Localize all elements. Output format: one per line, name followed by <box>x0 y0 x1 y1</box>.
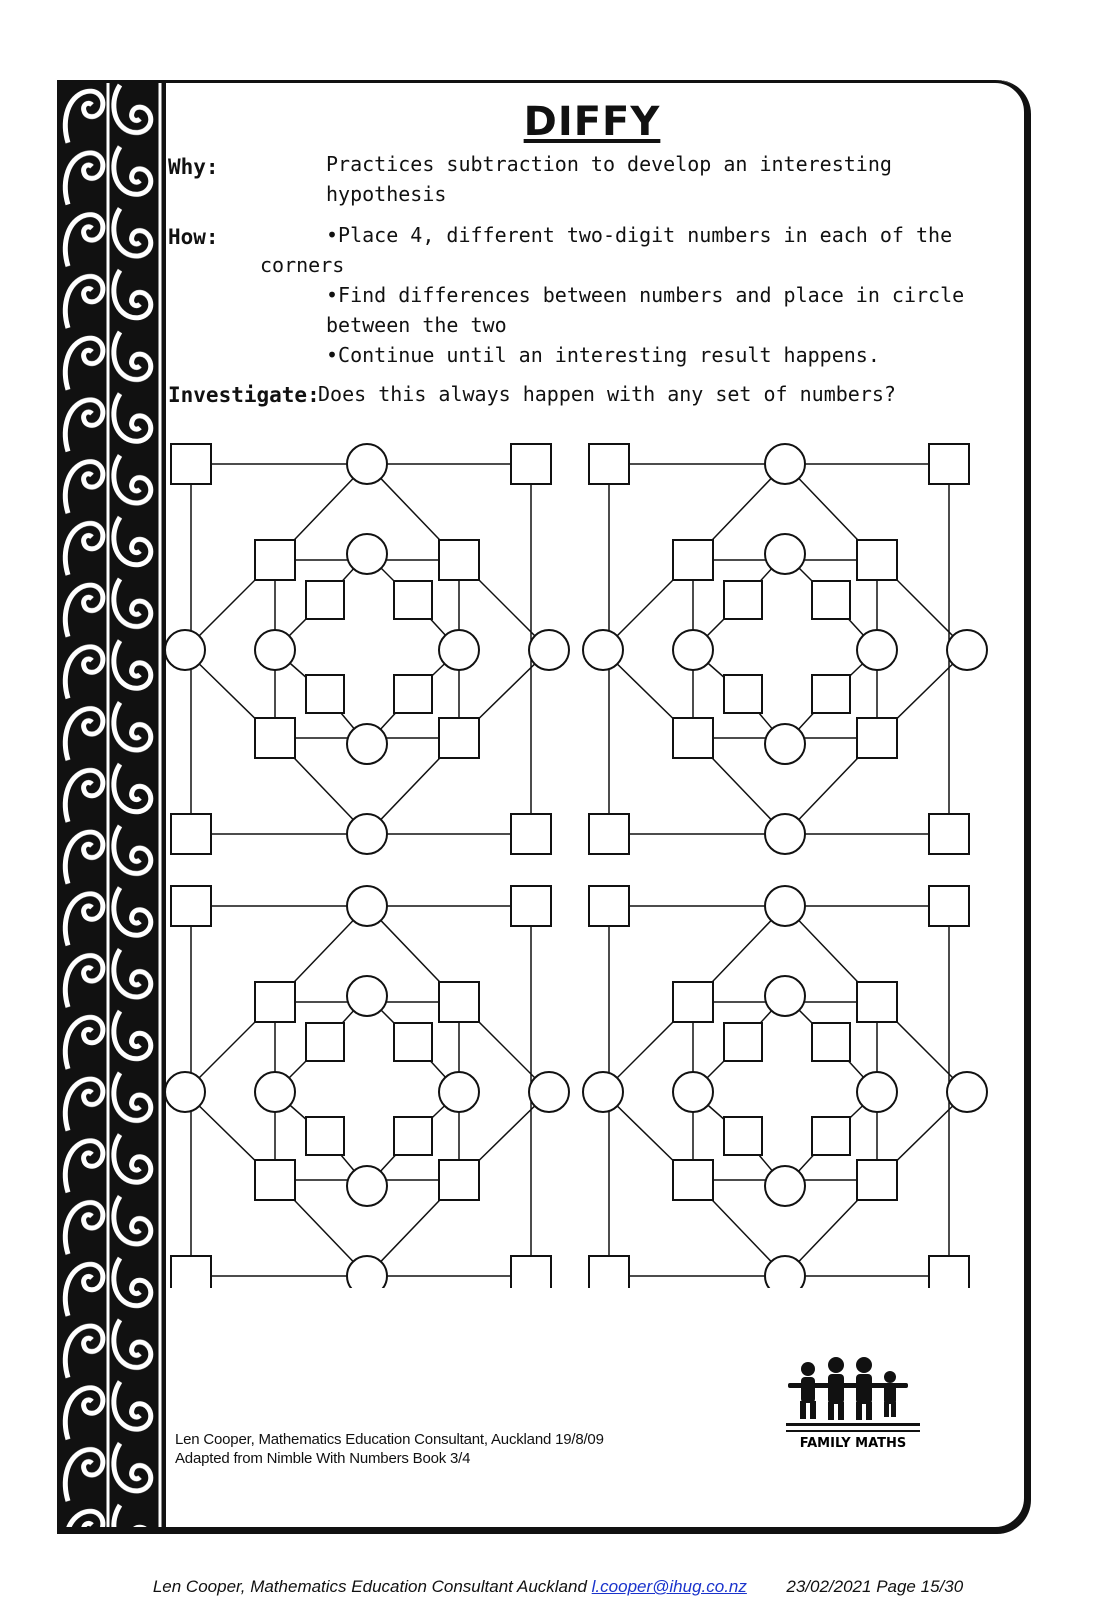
credit-line-1: Len Cooper, Mathematics Education Consultant, Auckland 19/8/09 <box>175 1431 604 1448</box>
difference-circle <box>947 630 987 670</box>
number-box <box>673 1160 713 1200</box>
number-box <box>724 1117 762 1155</box>
number-box <box>306 581 344 619</box>
number-box <box>812 581 850 619</box>
difference-circle <box>439 1072 479 1112</box>
how-label: How: <box>168 225 219 249</box>
difference-circle <box>765 976 805 1016</box>
why-label: Why: <box>168 155 219 179</box>
number-box <box>857 718 897 758</box>
number-box <box>439 982 479 1022</box>
family-maths-logo <box>778 1355 928 1455</box>
difference-circle <box>347 1256 387 1288</box>
number-box <box>255 718 295 758</box>
number-box <box>511 1256 551 1288</box>
number-box <box>673 982 713 1022</box>
number-box <box>439 718 479 758</box>
credit-line-2: Adapted from Nimble With Numbers Book 3/4 <box>175 1450 471 1467</box>
diffy-puzzles <box>165 438 995 1288</box>
difference-circle <box>347 976 387 1016</box>
difference-circle <box>165 1072 205 1112</box>
difference-circle <box>347 534 387 574</box>
number-box <box>511 814 551 854</box>
difference-circle <box>165 630 205 670</box>
difference-circle <box>347 1166 387 1206</box>
how-line-3: •Find differences between numbers and place in circle <box>326 283 965 307</box>
how-line-2: corners <box>260 253 345 277</box>
number-box <box>929 814 969 854</box>
difference-circle <box>255 630 295 670</box>
number-box <box>724 581 762 619</box>
number-box <box>171 886 211 926</box>
number-box <box>857 982 897 1022</box>
footer-email-link[interactable]: l.cooper@ihug.co.nz <box>591 1577 747 1596</box>
difference-circle <box>673 630 713 670</box>
number-box <box>394 675 432 713</box>
number-box <box>589 886 629 926</box>
page-title: DIFFY <box>523 99 661 145</box>
difference-circle <box>765 814 805 854</box>
difference-circle <box>255 1072 295 1112</box>
credit-note <box>175 1430 604 1468</box>
number-box <box>857 540 897 580</box>
number-box <box>439 540 479 580</box>
number-box <box>589 1256 629 1288</box>
number-box <box>171 1256 211 1288</box>
why-line-2: hypothesis <box>326 182 447 206</box>
investigate-text: Does this always happen with any set of numbers? <box>318 382 896 406</box>
number-box <box>589 444 629 484</box>
number-box <box>255 1160 295 1200</box>
difference-circle <box>529 630 569 670</box>
diffy-puzzle <box>165 444 569 854</box>
difference-circle <box>765 1256 805 1288</box>
number-box <box>394 581 432 619</box>
difference-circle <box>765 886 805 926</box>
number-box <box>589 814 629 854</box>
footer-page-number: Page 15/30 <box>876 1577 964 1596</box>
difference-circle <box>673 1072 713 1112</box>
how-line-4: between the two <box>326 313 507 337</box>
diffy-puzzle <box>165 886 569 1288</box>
investigate-label: Investigate: <box>168 383 320 407</box>
difference-circle <box>439 630 479 670</box>
number-box <box>171 814 211 854</box>
number-box <box>171 444 211 484</box>
number-box <box>511 886 551 926</box>
why-line-1: Practices subtraction to develop an interesting <box>326 152 892 176</box>
footer-author: Len Cooper, Mathematics Education Consultant Auckland <box>152 1577 587 1596</box>
number-box <box>306 675 344 713</box>
difference-circle <box>765 1166 805 1206</box>
difference-circle <box>765 444 805 484</box>
diffy-puzzle <box>583 886 987 1288</box>
difference-circle <box>857 1072 897 1112</box>
number-box <box>255 982 295 1022</box>
difference-circle <box>765 724 805 764</box>
footer-date: 23/02/2021 <box>786 1577 872 1596</box>
number-box <box>439 1160 479 1200</box>
family-figures-icon <box>786 1357 920 1432</box>
diffy-puzzle <box>583 444 987 854</box>
number-box <box>511 444 551 484</box>
difference-circle <box>347 886 387 926</box>
difference-circle <box>765 534 805 574</box>
difference-circle <box>583 630 623 670</box>
number-box <box>857 1160 897 1200</box>
number-box <box>394 1023 432 1061</box>
number-box <box>812 675 850 713</box>
difference-circle <box>347 724 387 764</box>
difference-circle <box>347 814 387 854</box>
page-footer <box>0 1577 1116 1597</box>
number-box <box>394 1117 432 1155</box>
number-box <box>724 675 762 713</box>
number-box <box>929 444 969 484</box>
difference-circle <box>947 1072 987 1112</box>
number-box <box>306 1117 344 1155</box>
difference-circle <box>529 1072 569 1112</box>
worksheet-page <box>57 80 1027 1530</box>
number-box <box>673 718 713 758</box>
difference-circle <box>347 444 387 484</box>
number-box <box>673 540 713 580</box>
number-box <box>929 1256 969 1288</box>
number-box <box>724 1023 762 1061</box>
difference-circle <box>857 630 897 670</box>
logo-text: FAMILY MATHS <box>799 1436 907 1451</box>
how-line-1: •Place 4, different two-digit numbers in each of the <box>326 223 953 247</box>
number-box <box>812 1117 850 1155</box>
number-box <box>306 1023 344 1061</box>
koru-border-pattern <box>60 83 170 1527</box>
number-box <box>929 886 969 926</box>
number-box <box>812 1023 850 1061</box>
how-line-5: •Continue until an interesting result happens. <box>326 343 880 367</box>
difference-circle <box>583 1072 623 1112</box>
number-box <box>255 540 295 580</box>
